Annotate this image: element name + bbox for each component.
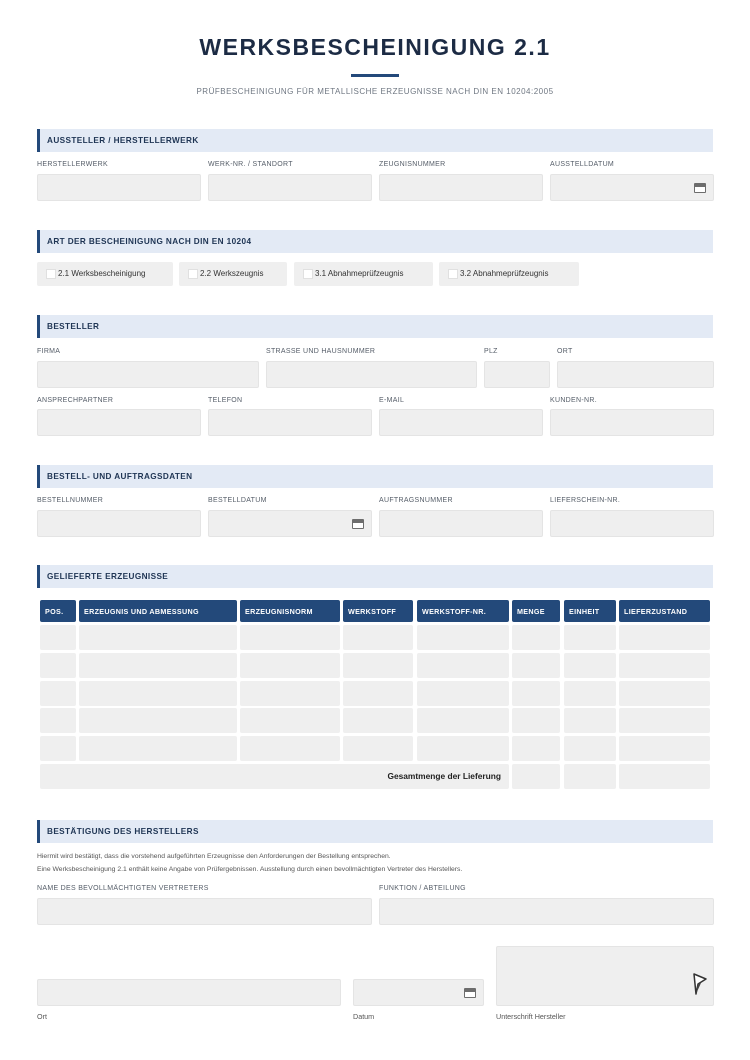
table-cell[interactable] bbox=[564, 681, 616, 706]
signature-field[interactable] bbox=[496, 946, 714, 1006]
strasse-field[interactable] bbox=[266, 361, 477, 388]
checkbox[interactable] bbox=[303, 269, 313, 279]
label-unterschrift: Unterschrift Hersteller bbox=[496, 1012, 566, 1021]
section-header-besteller bbox=[37, 315, 713, 338]
table-cell[interactable] bbox=[619, 625, 710, 650]
label-auftragsnummer: AUFTRAGSNUMMER bbox=[379, 497, 453, 504]
total-menge-cell[interactable] bbox=[512, 764, 560, 789]
table-cell[interactable] bbox=[40, 625, 76, 650]
label-lieferschein-nr: LIEFERSCHEIN-NR. bbox=[550, 497, 621, 504]
label-kunden-nr: KUNDEN-NR. bbox=[550, 397, 597, 404]
vertreter-field[interactable] bbox=[37, 898, 372, 925]
pen-nib-icon bbox=[692, 972, 708, 996]
total-label: Gesamtmenge der Lieferung bbox=[387, 771, 501, 781]
auftragsnummer-field[interactable] bbox=[379, 510, 543, 537]
section-header-auftrag bbox=[37, 465, 713, 488]
option-3-2[interactable] bbox=[439, 262, 579, 286]
label-zeugnisnummer: ZEUGNISNUMMER bbox=[379, 161, 446, 168]
label-bestellnummer: BESTELLNUMMER bbox=[37, 497, 104, 504]
label-ort-sign: Ort bbox=[37, 1012, 47, 1021]
total-row bbox=[40, 764, 509, 789]
section-header-art bbox=[37, 230, 713, 253]
column-header-pos: POS. bbox=[40, 600, 76, 622]
confirmation-note: Eine Werksbescheinigung 2.1 enthält keine Angabe von Prüfergebnissen. Ausstellung durch einen bevollmächtigten Vertreter des Herstellers. bbox=[37, 866, 463, 873]
section-title: BESTELLER bbox=[47, 322, 100, 331]
table-cell[interactable] bbox=[240, 681, 340, 706]
section-title: BESTÄTIGUNG DES HERSTELLERS bbox=[47, 827, 199, 836]
label-herstellerwerk: HERSTELLERWERK bbox=[37, 161, 108, 168]
section-header-aussteller bbox=[37, 129, 713, 152]
column-header-menge: MENGE bbox=[512, 600, 560, 622]
column-header-werkstoff-nr: WERKSTOFF-NR. bbox=[417, 600, 509, 622]
table-cell[interactable] bbox=[79, 653, 237, 678]
kunden-nr-field[interactable] bbox=[550, 409, 714, 436]
section-title: BESTELL- UND AUFTRAGSDATEN bbox=[47, 472, 193, 481]
page-title: WERKSBESCHEINIGUNG 2.1 bbox=[199, 34, 551, 60]
section-title: AUSSTELLER / HERSTELLERWERK bbox=[47, 136, 199, 145]
option-label: 3.1 Abnahmeprüfzeugnis bbox=[315, 269, 404, 278]
label-ort: ORT bbox=[557, 348, 573, 355]
table-cell[interactable] bbox=[343, 653, 413, 678]
table-cell[interactable] bbox=[79, 681, 237, 706]
label-plz: PLZ bbox=[484, 348, 498, 355]
table-cell[interactable] bbox=[619, 736, 710, 761]
plz-field[interactable] bbox=[484, 361, 550, 388]
ansprechpartner-field[interactable] bbox=[37, 409, 201, 436]
calendar-icon[interactable] bbox=[352, 519, 364, 529]
label-telefon: TELEFON bbox=[208, 397, 243, 404]
table-cell[interactable] bbox=[240, 653, 340, 678]
table-cell[interactable] bbox=[343, 681, 413, 706]
telefon-field[interactable] bbox=[208, 409, 372, 436]
table-cell[interactable] bbox=[343, 708, 413, 733]
column-header-norm: ERZEUGNISNORM bbox=[240, 600, 340, 622]
label-ansprechpartner: ANSPRECHPARTNER bbox=[37, 397, 114, 404]
table-cell[interactable] bbox=[512, 736, 560, 761]
firma-field[interactable] bbox=[37, 361, 259, 388]
label-funktion: FUNKTION / ABTEILUNG bbox=[379, 885, 466, 892]
checkbox[interactable] bbox=[46, 269, 56, 279]
label-vertreter: NAME DES BEVOLLMÄCHTIGTEN VERTRETERS bbox=[37, 885, 209, 892]
ort-sign-field[interactable] bbox=[37, 979, 341, 1006]
table-cell[interactable] bbox=[240, 736, 340, 761]
column-header-erzeugnis: ERZEUGNIS UND ABMESSUNG bbox=[79, 600, 237, 622]
table-cell[interactable] bbox=[512, 681, 560, 706]
table-cell[interactable] bbox=[564, 653, 616, 678]
email-field[interactable] bbox=[379, 409, 543, 436]
table-cell[interactable] bbox=[619, 681, 710, 706]
option-2-2[interactable] bbox=[179, 262, 287, 286]
calendar-icon[interactable] bbox=[694, 183, 706, 193]
total-einheit-cell[interactable] bbox=[564, 764, 616, 789]
section-header-bestaetigung bbox=[37, 820, 713, 843]
section-title: ART DER BESCHEINIGUNG NACH DIN EN 10204 bbox=[47, 237, 252, 246]
ort-field[interactable] bbox=[557, 361, 714, 388]
checkbox[interactable] bbox=[188, 269, 198, 279]
label-email: E-MAIL bbox=[379, 397, 405, 404]
lieferschein-nr-field[interactable] bbox=[550, 510, 714, 537]
option-label: 3.2 Abnahmeprüfzeugnis bbox=[460, 269, 549, 278]
table-cell[interactable] bbox=[40, 681, 76, 706]
table-cell[interactable] bbox=[512, 708, 560, 733]
label-firma: FIRMA bbox=[37, 348, 61, 355]
checkbox[interactable] bbox=[448, 269, 458, 279]
table-cell[interactable] bbox=[40, 708, 76, 733]
funktion-field[interactable] bbox=[379, 898, 714, 925]
label-ausstelldatum: AUSSTELLDATUM bbox=[550, 161, 615, 168]
label-werk-nr: WERK-NR. / STANDORT bbox=[208, 161, 293, 168]
page-subtitle: PRÜFBESCHEINIGUNG FÜR METALLISCHE ERZEUGNISSE NACH DIN EN 10204:2005 bbox=[196, 87, 554, 96]
table-cell[interactable] bbox=[240, 708, 340, 733]
calendar-icon[interactable] bbox=[464, 988, 476, 998]
table-cell[interactable] bbox=[240, 625, 340, 650]
option-3-1[interactable] bbox=[294, 262, 433, 286]
table-cell[interactable] bbox=[564, 708, 616, 733]
table-cell[interactable] bbox=[40, 653, 76, 678]
label-strasse: STRASSE UND HAUSNUMMER bbox=[266, 348, 376, 355]
table-cell[interactable] bbox=[40, 736, 76, 761]
table-cell[interactable] bbox=[564, 625, 616, 650]
table-cell[interactable] bbox=[417, 681, 509, 706]
ausstelldatum-field[interactable] bbox=[550, 174, 714, 201]
zeugnisnummer-field[interactable] bbox=[379, 174, 543, 201]
table-cell[interactable] bbox=[417, 736, 509, 761]
section-header-erzeugnisse bbox=[37, 565, 713, 588]
bestellnummer-field[interactable] bbox=[37, 510, 201, 537]
option-2-1[interactable] bbox=[37, 262, 173, 286]
herstellerwerk-field[interactable] bbox=[37, 174, 201, 201]
bestelldatum-field[interactable] bbox=[208, 510, 372, 537]
table-cell[interactable] bbox=[417, 653, 509, 678]
table-cell[interactable] bbox=[619, 708, 710, 733]
datum-sign-field[interactable] bbox=[353, 979, 484, 1006]
total-lieferzustand-cell[interactable] bbox=[619, 764, 710, 789]
table-cell[interactable] bbox=[343, 625, 413, 650]
label-datum-sign: Datum bbox=[353, 1012, 375, 1021]
label-bestelldatum: BESTELLDATUM bbox=[208, 497, 267, 504]
option-label: 2.1 Werksbescheinigung bbox=[58, 269, 146, 278]
table-cell[interactable] bbox=[512, 653, 560, 678]
confirmation-note: Hiermit wird bestätigt, dass die vorstehend aufgeführten Erzeugnisse den Anforderungen der Bestellung entsprechen. bbox=[37, 853, 391, 860]
table-cell[interactable] bbox=[79, 736, 237, 761]
table-cell[interactable] bbox=[564, 736, 616, 761]
column-header-lieferzustand: LIEFERZUSTAND bbox=[619, 600, 710, 622]
option-label: 2.2 Werkszeugnis bbox=[200, 269, 264, 278]
column-header-werkstoff: WERKSTOFF bbox=[343, 600, 413, 622]
werk-nr-field[interactable] bbox=[208, 174, 372, 201]
table-cell[interactable] bbox=[619, 653, 710, 678]
table-cell[interactable] bbox=[417, 708, 509, 733]
table-cell[interactable] bbox=[79, 625, 237, 650]
section-title: GELIEFERTE ERZEUGNISSE bbox=[47, 572, 169, 581]
table-cell[interactable] bbox=[417, 625, 509, 650]
title-divider bbox=[351, 74, 399, 77]
column-header-einheit: EINHEIT bbox=[564, 600, 616, 622]
table-cell[interactable] bbox=[343, 736, 413, 761]
table-cell[interactable] bbox=[512, 625, 560, 650]
table-cell[interactable] bbox=[79, 708, 237, 733]
